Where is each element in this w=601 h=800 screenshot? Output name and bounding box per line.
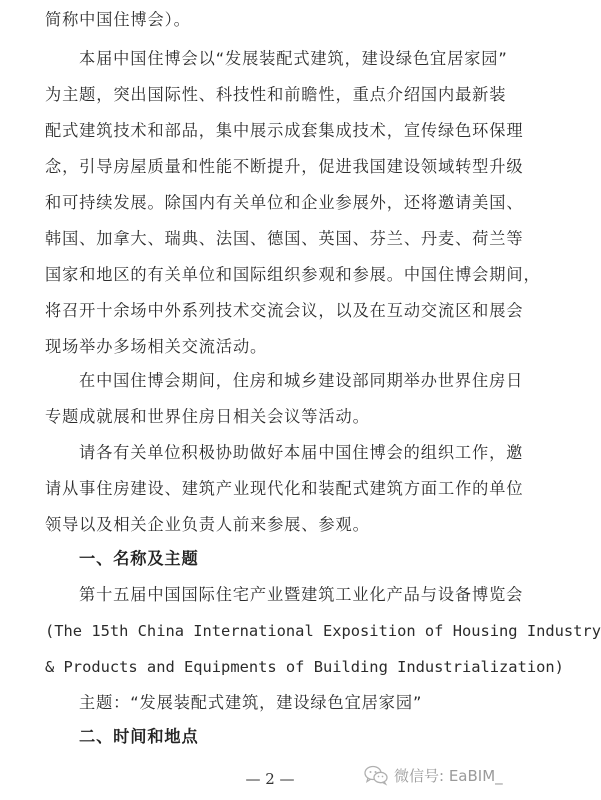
text-line-3: 为主题，突出国际性、科技性和前瞻性，重点介绍国内最新装 [45,85,507,104]
section-heading-2: 二、时间和地点 [79,727,199,746]
text-line-10: 现场举办多场相关交流活动。 [45,337,268,356]
text-line-18: (The 15th China International Exposition of Housing Industry [45,622,601,640]
text-line-14: 请从事住房建设、建筑产业现代化和装配式建筑方面工作的单位 [45,479,524,498]
text-line-8: 国家和地区的有关单位和国际组织参观和参展。中国住博会期间， [45,265,541,284]
text-line-7: 韩国、加拿大、瑞典、法国、德国、英国、芬兰、丹麦、荷兰等 [45,229,524,248]
text-line-15: 领导以及相关企业负责人前来参展、参观。 [45,515,370,534]
text-line-20: 主题：“发展装配式建筑，建设绿色宜居家园” [79,693,423,712]
text-line-4: 配式建筑技术和部品，集中展示成套集成技术，宣传绿色环保理 [45,121,524,140]
watermark-text: 微信号: EaBIM_ [394,766,503,785]
text-line-11: 在中国住博会期间，住房和城乡建设部同期举办世界住房日 [79,371,524,390]
text-line-17: 第十五届中国国际住宅产业暨建筑工业化产品与设备博览会 [79,585,524,604]
page-number: — 2 — [245,770,295,788]
watermark [364,762,503,788]
text-line-1: 简称中国住博会）。 [45,10,191,29]
text-line-19: & Products and Equipments of Building Industrialization) [45,658,564,676]
section-heading-1: 一、名称及主题 [79,549,199,568]
text-line-9: 将召开十余场中外系列技术交流会议，以及在互动交流区和展会 [45,301,524,320]
text-line-12: 专题成就展和世界住房日相关会议等活动。 [45,407,370,426]
text-line-2: 本届中国住博会以“发展装配式建筑，建设绿色宜居家园” [79,49,508,68]
text-line-5: 念，引导房屋质量和性能不断提升，促进我国建设领域转型升级 [45,157,524,176]
text-line-6: 和可持续发展。除国内有关单位和企业参展外，还将邀请美国、 [45,193,524,212]
wechat-icon [364,765,388,785]
text-line-13: 请各有关单位积极协助做好本届中国住博会的组织工作，邀 [79,443,524,462]
